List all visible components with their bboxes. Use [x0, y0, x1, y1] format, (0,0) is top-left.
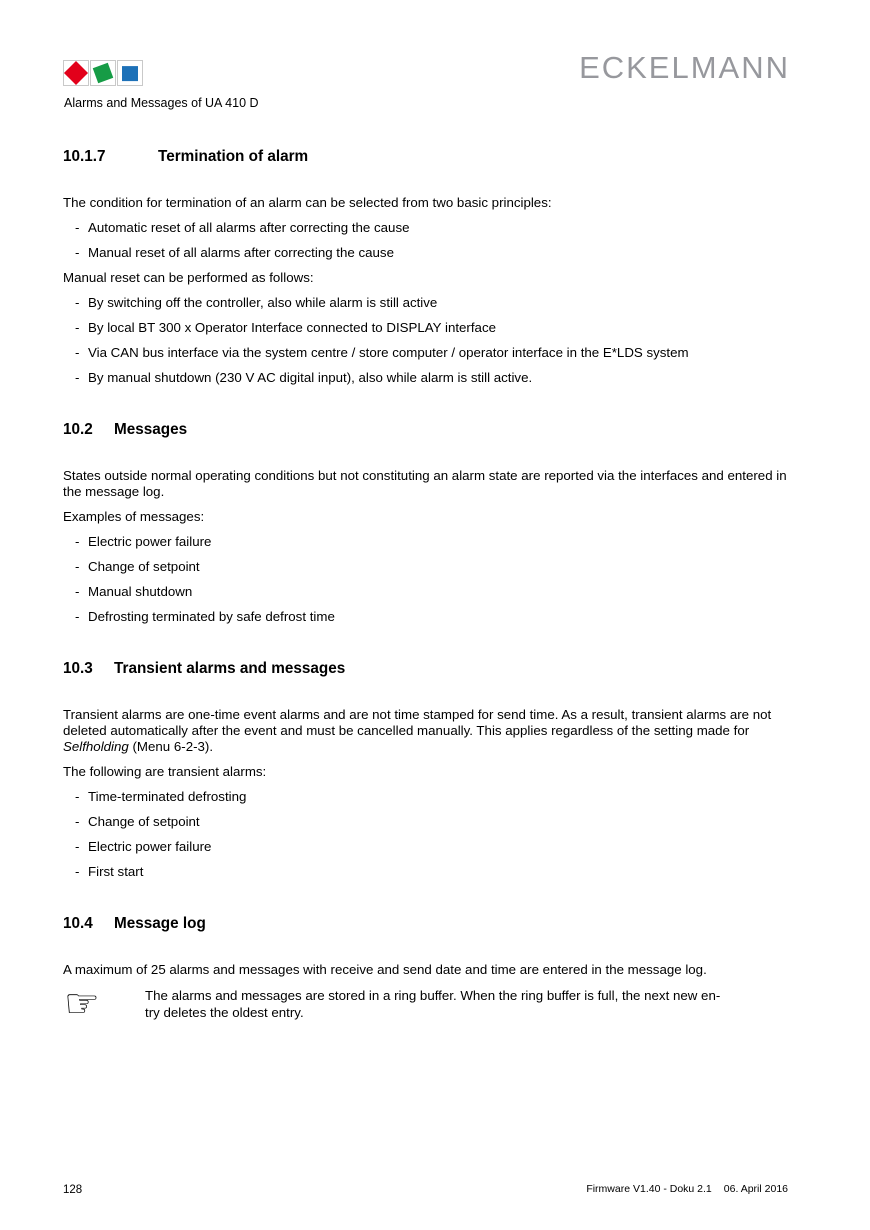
page-content	[63, 140, 793, 1026]
list-item	[63, 220, 793, 236]
bullet-dash: -	[75, 609, 80, 624]
bullet-dash: -	[75, 320, 80, 335]
section-title: Transient alarms and messages	[114, 660, 346, 677]
bullet-dash: -	[75, 789, 80, 804]
bullet-dash: -	[75, 559, 80, 574]
list-item	[63, 370, 793, 386]
paragraph: The condition for termination of an alarm can be selected from two basic principles:	[63, 195, 552, 210]
list-item	[63, 584, 793, 600]
italic-term: Selfholding	[63, 739, 129, 754]
list-item	[63, 814, 793, 830]
bullet-dash: -	[75, 584, 80, 599]
page-number: 128	[63, 1184, 83, 1196]
list-item-text: Electric power failure	[88, 534, 212, 549]
section-heading-10-3	[63, 660, 793, 678]
bullet-dash: -	[75, 345, 80, 360]
paragraph: Manual reset can be performed as follows:	[63, 270, 314, 285]
eckelmann-logo	[63, 60, 144, 86]
list-item-text: Defrosting terminated by safe defrost time	[88, 609, 335, 624]
green-square-icon	[93, 63, 114, 84]
logo-cell-green	[90, 60, 116, 86]
section-heading-10-1-7	[63, 148, 793, 166]
list-item-text: Manual reset of all alarms after correcting the cause	[88, 245, 394, 260]
footer-date: 06. April 2016	[723, 1183, 788, 1195]
note-text	[145, 987, 720, 1021]
list-item-text: Change of setpoint	[88, 559, 200, 574]
list-item-text: Automatic reset of all alarms after correcting the cause	[88, 220, 410, 235]
section-title: Termination of alarm	[158, 148, 309, 165]
list-item-text: Time-terminated defrosting	[88, 789, 247, 804]
bullet-dash: -	[75, 295, 80, 310]
paragraph: The following are transient alarms:	[63, 764, 267, 779]
list-item-text: First start	[88, 864, 144, 879]
logo-cell-blue	[117, 60, 143, 86]
list-item	[63, 245, 793, 261]
footer-firmware: Firmware V1.40 - Doku 2.1	[586, 1183, 712, 1195]
list-item	[63, 345, 793, 361]
list-item-text: Manual shutdown	[88, 584, 193, 599]
list-item-text: Via CAN bus interface via the system centre / store computer / operator interface in the E*LDS system	[88, 345, 689, 360]
paragraph: A maximum of 25 alarms and messages with receive and send date and time are entered in the message log.	[63, 962, 707, 977]
list-item	[63, 534, 793, 550]
bullet-dash: -	[75, 534, 80, 549]
bullet-dash: -	[75, 245, 80, 260]
footer-info	[586, 1183, 788, 1195]
document-header-title: Alarms and Messages of UA 410 D	[64, 96, 259, 110]
list-item-text: By local BT 300 x Operator Interface connected to DISPLAY interface	[88, 320, 496, 335]
section-number: 10.2	[63, 421, 93, 438]
list-item-text: Change of setpoint	[88, 814, 200, 829]
bullet-dash: -	[75, 370, 80, 385]
section-number: 10.1.7	[63, 148, 106, 165]
section-number: 10.3	[63, 660, 93, 677]
bullet-dash: -	[75, 814, 80, 829]
paragraph-text: (Menu 6-2-3).	[128, 739, 214, 754]
list-item-text: By switching off the controller, also while alarm is still active	[88, 295, 438, 310]
list-item	[63, 609, 793, 625]
bullet-dash: -	[75, 220, 80, 235]
list-item-text: By manual shutdown (230 V AC digital input), also while alarm is still active.	[88, 370, 533, 385]
note-line: try deletes the oldest entry.	[145, 1005, 304, 1020]
section-heading-10-4	[63, 915, 793, 933]
list-item	[63, 559, 793, 575]
paragraph: States outside normal operating conditions but not constituting an alarm state are reported via the interfaces and entered in the message log.	[63, 468, 787, 499]
list-item	[63, 839, 793, 855]
section-heading-10-2	[63, 421, 793, 439]
bullet-dash: -	[75, 864, 80, 879]
paragraph	[63, 707, 793, 755]
bullet-dash: -	[75, 839, 80, 854]
list-item	[63, 789, 793, 805]
logo-cell-red	[63, 60, 89, 86]
list-item	[63, 295, 793, 311]
paragraph-text: Transient alarms are one-time event alarms and are not time stamped for send time. As a result, transient alarms are not deleted automatically after the event and must be cancelled manually. This applies regardless of the setting made for	[63, 707, 772, 738]
blue-square-icon	[122, 66, 138, 81]
section-title: Message log	[114, 915, 206, 932]
note-line: The alarms and messages are stored in a ring buffer. When the ring buffer is full, the next new en-	[145, 988, 721, 1003]
section-number: 10.4	[63, 915, 93, 932]
list-item	[63, 320, 793, 336]
list-item	[63, 864, 793, 880]
note-block	[63, 982, 793, 1026]
red-diamond-icon	[64, 61, 88, 85]
brand-wordmark: ECKELMANN	[579, 50, 790, 85]
pointing-hand-icon: ☞	[64, 982, 100, 1026]
section-title: Messages	[114, 421, 188, 438]
paragraph: Examples of messages:	[63, 509, 205, 524]
list-item-text: Electric power failure	[88, 839, 212, 854]
